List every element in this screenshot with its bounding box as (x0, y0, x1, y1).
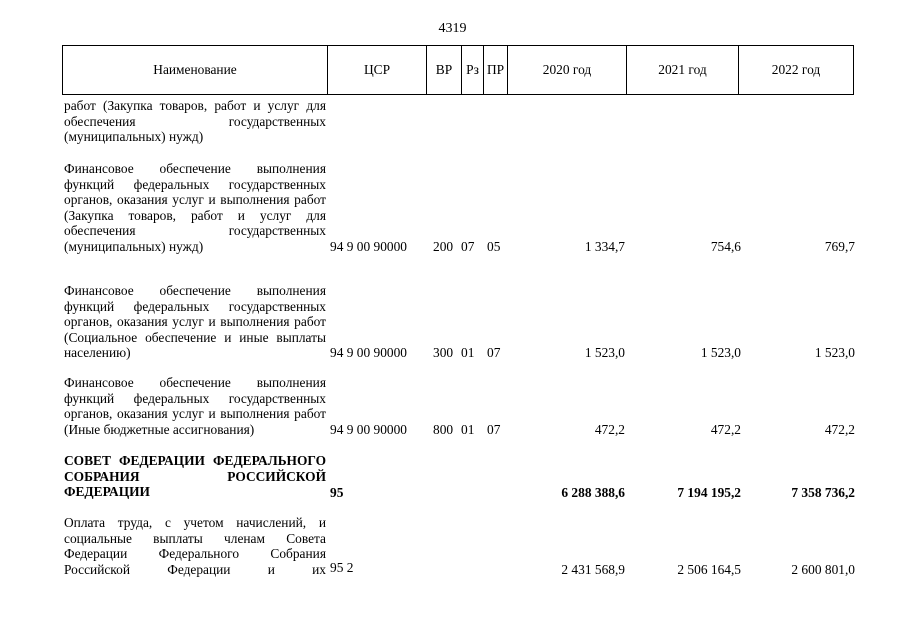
row-csr: 95 (330, 485, 344, 500)
row-2020: 472,2 (594, 422, 625, 437)
page-number: 4319 (438, 21, 467, 36)
row-rz: 01 (461, 422, 475, 437)
header-pr: ПР (484, 46, 508, 94)
row-2020: 6 288 388,6 (561, 485, 625, 500)
row-2022: 7 358 736,2 (791, 485, 855, 500)
row-vr: 200 (433, 239, 454, 254)
row-2021: 1 523,0 (700, 345, 741, 360)
row-2022: 1 523,0 (814, 345, 855, 360)
row-name: СОВЕТ ФЕДЕРАЦИИ ФЕДЕРАЛЬНОГО СОБРАНИЯ РОССИЙСКОЙ ФЕДЕРАЦИИ (64, 453, 326, 499)
row-name: Оплата труда, с учетом начислений, и социальные выплаты членам Совета Федерации Федерального Собрания Российской Федерации и их (64, 515, 326, 577)
row-2021: 754,6 (710, 239, 741, 254)
row-pr: 05 (487, 239, 501, 254)
table-header (62, 45, 854, 95)
row-rz: 01 (461, 345, 475, 360)
header-name: Наименование (63, 46, 328, 94)
row-csr: 94 9 00 90000 (330, 239, 407, 254)
header-2021: 2021 год (627, 46, 739, 94)
row-pr: 07 (487, 422, 501, 437)
row-2021: 472,2 (710, 422, 741, 437)
header-vr: ВР (427, 46, 462, 94)
row-vr: 300 (433, 345, 454, 360)
row-vr: 800 (433, 422, 454, 437)
header-2022: 2022 год (771, 62, 821, 77)
row-2020: 1 334,7 (584, 239, 625, 254)
row-rz: 07 (461, 239, 475, 254)
row-pr: 07 (487, 345, 501, 360)
row-csr: 94 9 00 90000 (330, 345, 407, 360)
row-2022: 769,7 (824, 239, 855, 254)
header-2020: 2020 год (508, 46, 627, 94)
header-csr: ЦСР (328, 46, 427, 94)
row-csr: 94 9 00 90000 (330, 422, 407, 437)
row-2020: 2 431 568,9 (561, 562, 625, 577)
row-name: Финансовое обеспечение выполнения функций федеральных государственных органов, оказания услуг и выполнения работ (Социальное обеспечение и иные выплаты населению) (64, 283, 326, 360)
row-2022: 472,2 (824, 422, 855, 437)
row-name: Финансовое обеспечение выполнения функций федеральных государственных органов, оказания услуг и выполнения работ (Закупка товаров, работ и услуг для обеспечения государственных (муниципальных) нужд) (64, 161, 326, 254)
row-name: Финансовое обеспечение выполнения функций федеральных государственных органов, оказания услуг и выполнения работ (Иные бюджетные ассигнования) (64, 375, 326, 437)
row-2020: 1 523,0 (584, 345, 625, 360)
row-2022: 2 600 801,0 (791, 562, 855, 577)
row-name: работ (Закупка товаров, работ и услуг для обеспечения государственных (муниципальных) нужд) (64, 98, 326, 144)
header-rz: Рз (462, 46, 484, 94)
row-2021: 7 194 195,2 (677, 485, 741, 500)
row-csr: 95 2 (330, 560, 354, 575)
row-2021: 2 506 164,5 (677, 562, 741, 577)
